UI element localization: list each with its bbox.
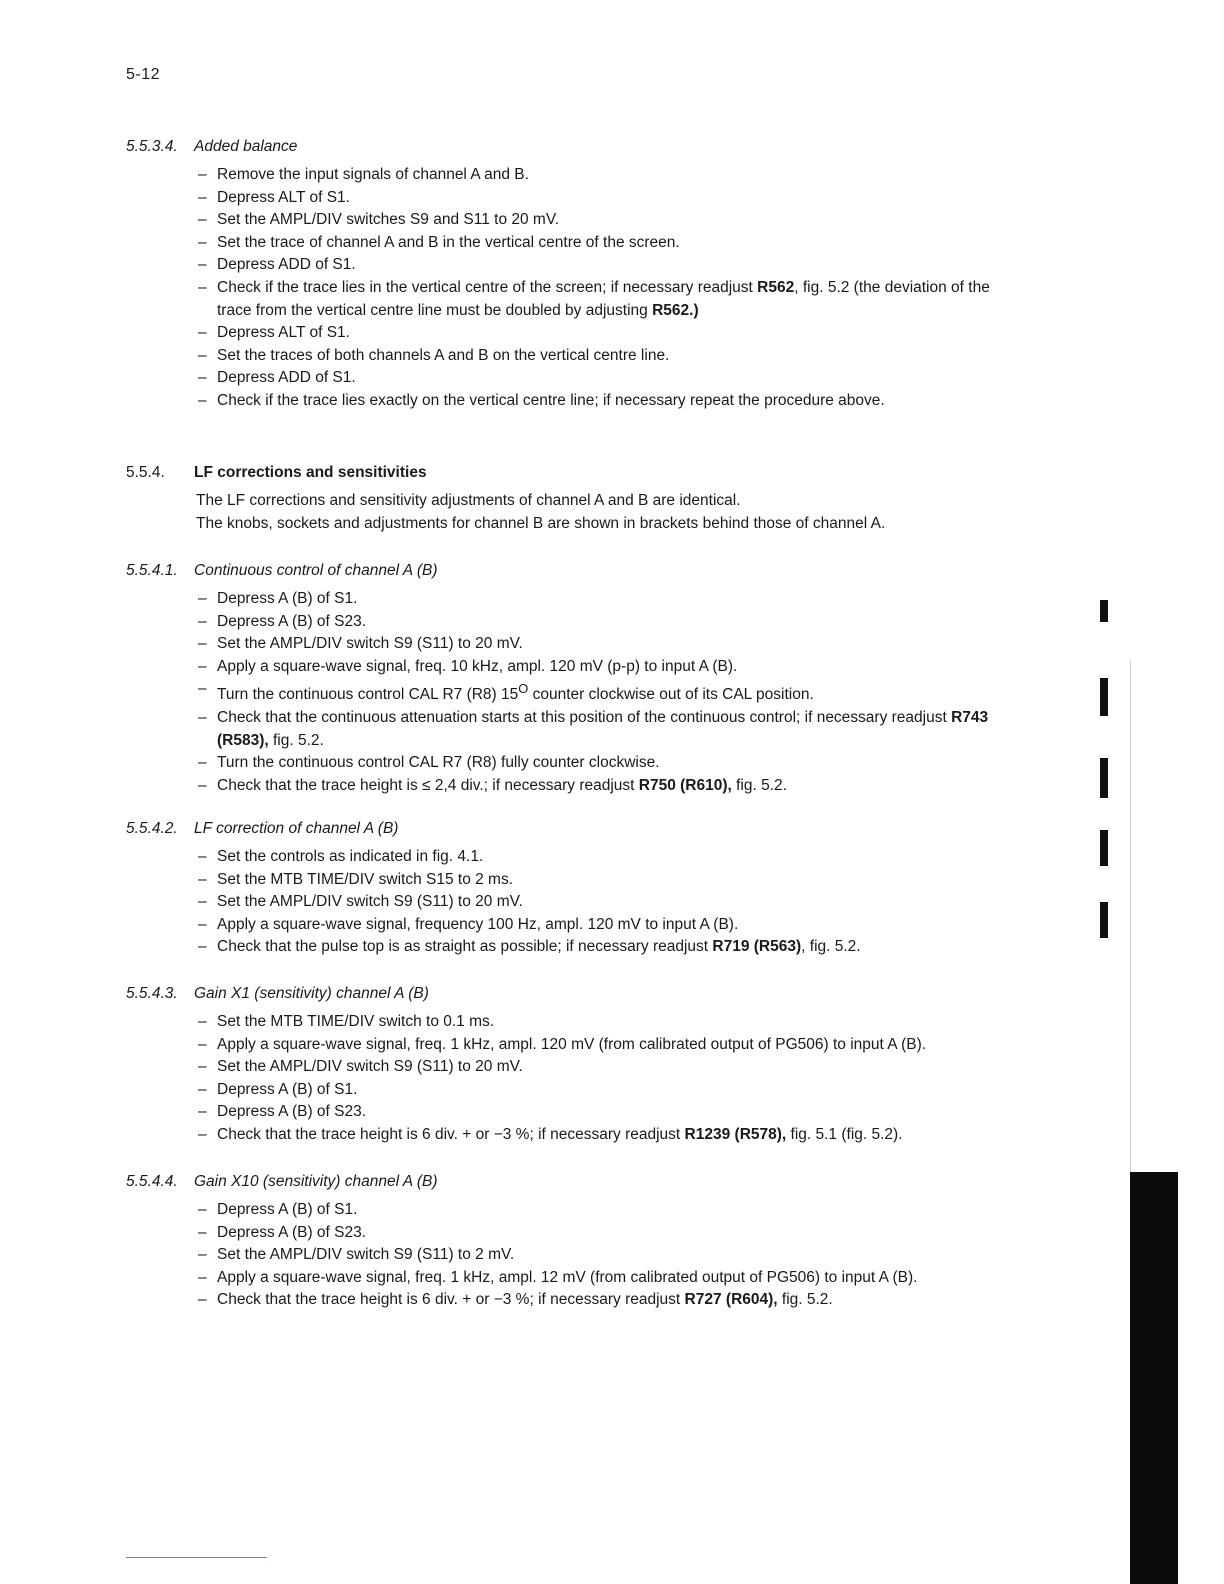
step-text: , fig. 5.2 (the deviation of the trace from the vertical centre line must be doubled by adjusting xyxy=(217,278,990,319)
step-text: Depress A (B) of S1. xyxy=(217,1080,358,1098)
step-text: Depress A (B) of S23. xyxy=(217,1223,367,1241)
step-text: Check that the trace height is 6 div. + or −3 %; if necessary readjust xyxy=(217,1125,685,1143)
section-number: 5.5.3.4. xyxy=(126,138,178,155)
step-item xyxy=(198,164,1026,187)
paragraph: The knobs, sockets and adjustments for channel B are shown in brackets behind those of channel A. xyxy=(196,514,886,532)
component-reference: R719 (R563) xyxy=(712,938,802,956)
step-item xyxy=(198,1199,1026,1222)
section-title: Continuous control of channel A (B) xyxy=(194,562,438,579)
step-item xyxy=(198,1244,1026,1267)
step-item xyxy=(198,345,1026,368)
degree-mark: O xyxy=(518,681,529,697)
section-5-5-3-4 xyxy=(126,138,1026,413)
section-title: Gain X1 (sensitivity) channel A (B) xyxy=(194,985,429,1002)
step-text: Depress ADD of S1. xyxy=(217,369,356,387)
section-heading xyxy=(126,820,1026,838)
scan-mark xyxy=(1100,600,1108,622)
step-text: Remove the input signals of channel A and B. xyxy=(217,166,529,183)
step-item xyxy=(198,254,1026,277)
step-item xyxy=(198,633,1026,656)
step-text: Depress ALT of S1. xyxy=(217,188,350,206)
step-text: Set the AMPL/DIV switch S9 (S11) to 20 mV. xyxy=(217,1058,523,1076)
step-item xyxy=(198,936,1026,959)
step-item xyxy=(198,1267,1026,1290)
step-item xyxy=(198,277,1026,322)
step-item xyxy=(198,656,1026,679)
step-text: Turn the continuous control CAL R7 (R8) 15 xyxy=(217,686,519,704)
step-text: Apply a square-wave signal, freq. 10 kHz, ampl. 120 mV (p-p) to input A (B). xyxy=(217,657,738,675)
step-text: Check if the trace lies in the vertical centre of the screen; if necessary readjust xyxy=(217,278,758,296)
section-heading xyxy=(126,1173,1026,1191)
section-title: Added balance xyxy=(194,138,298,155)
section-5-5-4-2 xyxy=(126,820,1026,959)
step-text: Depress A (B) of S23. xyxy=(217,1103,367,1121)
margin-scan-marks xyxy=(1094,580,1118,1480)
component-reference: R750 (R610), xyxy=(638,776,732,794)
step-list xyxy=(126,1199,1026,1312)
section-heading xyxy=(126,562,1026,580)
step-item xyxy=(198,775,1026,798)
section-heading xyxy=(126,464,1026,482)
step-text: Apply a square-wave signal, freq. 1 kHz, ampl. 12 mV (from calibrated output of PG506) to input A (B). xyxy=(217,1268,918,1286)
section-number: 5.5.4.4. xyxy=(126,1173,178,1190)
scan-edge-line xyxy=(1130,660,1131,1172)
section-heading xyxy=(126,985,1026,1003)
scan-mark xyxy=(1100,830,1108,866)
step-item xyxy=(198,588,1026,611)
step-text: Set the AMPL/DIV switch S9 (S11) to 20 mV. xyxy=(217,893,523,911)
step-text: Turn the continuous control CAL R7 (R8) fully counter clockwise. xyxy=(217,754,660,772)
step-text: Depress A (B) of S1. xyxy=(217,590,358,607)
step-item xyxy=(198,1011,1026,1034)
paragraph: The LF corrections and sensitivity adjustments of channel A and B are identical. xyxy=(196,492,741,509)
section-title: LF corrections and sensitivities xyxy=(194,464,427,481)
step-list xyxy=(126,164,1026,413)
step-text: fig. 5.2. xyxy=(731,776,787,794)
step-text: Depress A (B) of S1. xyxy=(217,1201,358,1218)
step-item xyxy=(198,1034,1026,1057)
step-text: fig. 5.1 (fig. 5.2). xyxy=(786,1125,903,1143)
step-text: , fig. 5.2. xyxy=(801,938,861,956)
section-number: 5.5.4.2. xyxy=(126,820,178,837)
section-5-5-4-3 xyxy=(126,985,1026,1147)
step-text: counter clockwise out of its CAL position. xyxy=(528,686,814,704)
component-reference: R562 xyxy=(757,278,795,296)
step-text: Set the AMPL/DIV switch S9 (S11) to 20 mV. xyxy=(217,635,523,653)
step-item xyxy=(198,914,1026,937)
step-item xyxy=(198,1056,1026,1079)
step-item xyxy=(198,752,1026,775)
step-item xyxy=(198,187,1026,210)
scan-mark xyxy=(1100,758,1108,798)
step-text: Set the MTB TIME/DIV switch to 0.1 ms. xyxy=(217,1013,495,1030)
step-item xyxy=(198,322,1026,345)
step-item xyxy=(198,232,1026,255)
step-text: Check that the trace height is 6 div. + or −3 %; if necessary readjust xyxy=(217,1291,685,1309)
step-item xyxy=(198,707,1026,752)
step-list xyxy=(126,1011,1026,1147)
step-text: Depress ALT of S1. xyxy=(217,324,350,342)
component-reference: R743 (R583), xyxy=(217,709,989,749)
section-number: 5.5.4.1. xyxy=(126,562,178,579)
section-heading xyxy=(126,138,1026,156)
step-text: Check that the pulse top is as straight as possible; if necessary readjust xyxy=(217,938,713,956)
component-reference: R1239 (R578), xyxy=(684,1125,787,1143)
section-title: Gain X10 (sensitivity) channel A (B) xyxy=(194,1173,438,1190)
step-text: Set the trace of channel A and B in the vertical centre of the screen. xyxy=(217,233,680,251)
step-list xyxy=(126,588,1026,798)
step-item xyxy=(198,678,1026,707)
section-5-5-4-1 xyxy=(126,562,1026,798)
step-text: Check that the trace height is ≤ 2,4 div.; if necessary readjust xyxy=(217,776,639,794)
step-text: fig. 5.2. xyxy=(777,1291,833,1309)
step-text: Set the MTB TIME/DIV switch S15 to 2 ms. xyxy=(217,870,514,888)
step-item xyxy=(198,1101,1026,1124)
section-number: 5.5.4.3. xyxy=(126,985,178,1002)
step-text: Apply a square-wave signal, frequency 100 Hz, ampl. 120 mV to input A (B). xyxy=(217,915,739,933)
step-item xyxy=(198,1289,1026,1312)
step-list xyxy=(126,846,1026,959)
section-5-5-4 xyxy=(126,464,1026,535)
component-reference: R727 (R604), xyxy=(684,1291,778,1309)
step-text: Set the AMPL/DIV switch S9 (S11) to 2 mV. xyxy=(217,1246,515,1264)
page-number: 5-12 xyxy=(126,66,161,83)
step-item xyxy=(198,1222,1026,1245)
scan-mark xyxy=(1100,678,1108,716)
section-title: LF correction of channel A (B) xyxy=(194,820,399,837)
step-item xyxy=(198,367,1026,390)
step-item xyxy=(198,209,1026,232)
component-reference: R562.) xyxy=(652,301,699,319)
step-item xyxy=(198,869,1026,892)
step-item xyxy=(198,846,1026,869)
step-item xyxy=(198,611,1026,634)
section-5-5-4-4 xyxy=(126,1173,1026,1312)
section-number: 5.5.4. xyxy=(126,464,165,481)
step-item xyxy=(198,891,1026,914)
step-text: fig. 5.2. xyxy=(268,731,324,749)
step-text: Check if the trace lies exactly on the vertical centre line; if necessary repeat the procedure above. xyxy=(217,391,885,409)
step-item xyxy=(198,390,1026,413)
step-text: Set the traces of both channels A and B on the vertical centre line. xyxy=(217,346,670,364)
step-text: Apply a square-wave signal, freq. 1 kHz, ampl. 120 mV (from calibrated output of PG506) to input A (B). xyxy=(217,1035,927,1053)
scan-mark xyxy=(1100,902,1108,938)
step-text: Depress A (B) of S23. xyxy=(217,612,367,630)
step-text: Set the controls as indicated in fig. 4.1. xyxy=(217,848,484,865)
footer-rule xyxy=(126,1557,267,1558)
step-text: Set the AMPL/DIV switches S9 and S11 to 20 mV. xyxy=(217,211,560,229)
step-item xyxy=(198,1124,1026,1147)
scan-edge-bar xyxy=(1130,1172,1178,1584)
step-text: Depress ADD of S1. xyxy=(217,256,356,274)
step-item xyxy=(198,1079,1026,1102)
step-text: Check that the continuous attenuation starts at this position of the continuous control; if necessary readjust xyxy=(217,709,952,727)
